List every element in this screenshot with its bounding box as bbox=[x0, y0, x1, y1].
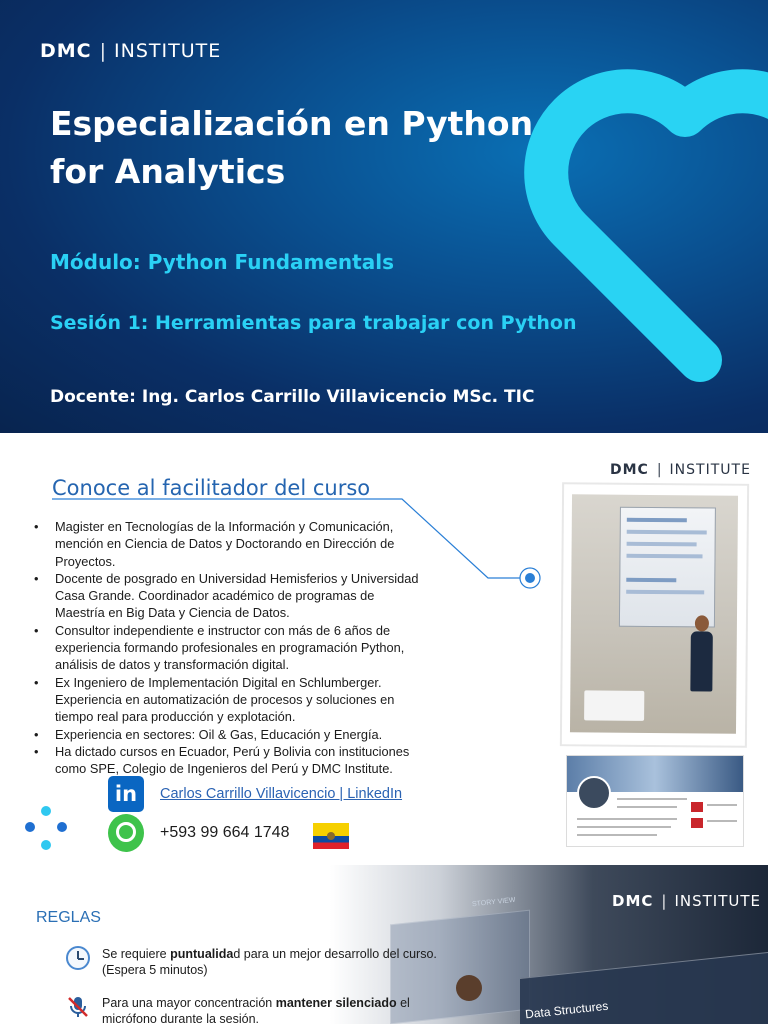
linkedin-row bbox=[108, 776, 402, 812]
presenter-thumbnail bbox=[456, 975, 482, 1001]
panel-title: Data Structures bbox=[524, 998, 609, 1022]
phone-number: +593 99 664 1748 bbox=[160, 824, 290, 841]
bio-item: • Ex Ingeniero de Implementación Digital en Schlumberger. Experiencia en automatización de procesos y soluciones en tiempo real para producción y explotación. bbox=[34, 674, 424, 726]
dmc-institute-logo: DMC | INSTITUTE bbox=[610, 462, 751, 478]
speaker-figure bbox=[690, 631, 713, 691]
clock-icon bbox=[66, 946, 90, 970]
decorative-dots-graphic bbox=[24, 805, 74, 855]
teacher-label: Docente: Ing. Carlos Carrillo Villavicencio MSc. TIC bbox=[50, 387, 535, 407]
bio-item: • Experiencia en sectores: Oil & Gas, Educación y Energía. bbox=[34, 726, 424, 743]
title-slide bbox=[0, 0, 768, 433]
bio-item: • Consultor independiente e instructor con más de 6 años de experiencia formando profesionales en programación Python, análisis de datos y transformación digital. bbox=[34, 622, 424, 674]
facilitator-bio-list bbox=[34, 518, 424, 777]
muted-microphone-icon bbox=[66, 995, 90, 1019]
module-label: Módulo: Python Fundamentals bbox=[50, 250, 394, 274]
rule-punctuality: Se requiere puntualidad para un mejor desarrollo del curso. (Espera 5 minutos) bbox=[66, 946, 446, 978]
avatar bbox=[577, 776, 611, 810]
rules-slide bbox=[0, 865, 768, 1024]
panel-subtitle: STORY VIEW bbox=[471, 896, 516, 909]
rules-title: REGLAS bbox=[36, 909, 101, 926]
heart-shape-graphic bbox=[520, 40, 768, 400]
bio-item: • Ha dictado cursos en Ecuador, Perú y Bolivia con instituciones como SPE, Colegio de Ingenieros del Perú y DMC Institute. bbox=[34, 743, 424, 778]
dmc-institute-logo: DMC | INSTITUTE bbox=[612, 892, 761, 910]
bio-item: • Magister en Tecnologías de la Información y Comunicación, mención en Ciencia de Datos y Doctorando en Dirección de Proyectos. bbox=[34, 518, 424, 570]
bio-item: • Docente de posgrado en Universidad Hemisferios y Universidad Casa Grande. Coordinador académico de programas de Maestría en Big Data y Ciencia de Datos. bbox=[34, 570, 424, 622]
dmc-institute-logo: DMC | INSTITUTE bbox=[40, 40, 222, 62]
whatsapp-icon bbox=[108, 814, 144, 852]
facilitator-photo bbox=[562, 484, 747, 746]
course-title: Especialización en Python for Analytics bbox=[50, 104, 534, 191]
rule-mute-microphone: Para una mayor concentración mantener silenciado el micrófono durante la sesión. bbox=[66, 995, 446, 1024]
facilitator-slide bbox=[0, 433, 768, 865]
ecuador-flag-icon bbox=[313, 823, 349, 849]
session-label: Sesión 1: Herramientas para trabajar con Python bbox=[50, 312, 577, 334]
linkedin-profile-image bbox=[566, 755, 744, 847]
linkedin-profile-link[interactable]: Carlos Carrillo Villavicencio | LinkedIn bbox=[160, 786, 403, 802]
linkedin-icon[interactable]: in bbox=[108, 776, 144, 812]
projector-screen-image bbox=[619, 507, 716, 628]
facilitator-heading: Conoce al facilitador del curso bbox=[52, 476, 371, 500]
whatsapp-row bbox=[108, 814, 289, 852]
